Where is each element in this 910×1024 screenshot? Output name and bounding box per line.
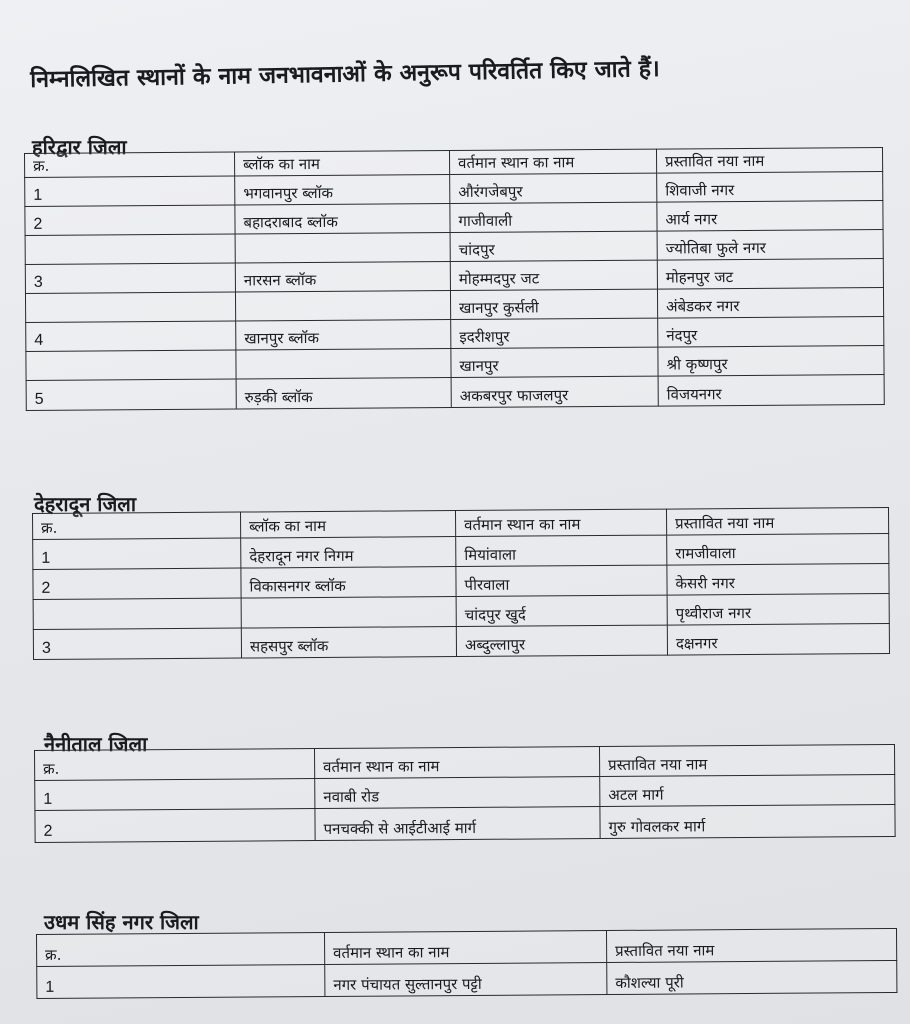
proposed-name-cell: शिवाजी नगर xyxy=(657,172,883,203)
table-row xyxy=(26,375,884,411)
current-name-cell: नवाबी रोड xyxy=(315,777,600,809)
block-name-cell xyxy=(241,597,456,629)
serial-cell: 1 xyxy=(25,176,235,206)
serial-cell xyxy=(33,598,241,629)
header-cell: प्रस्तावित नया नाम xyxy=(606,928,896,962)
district-title-udham-singh-nagar: उधम सिंह नगर जिला xyxy=(44,910,199,934)
block-name-cell xyxy=(235,291,450,322)
serial-cell: 3 xyxy=(33,628,241,659)
current-name-cell: गाजीवाली xyxy=(450,202,657,232)
serial-cell: 2 xyxy=(33,568,241,599)
page-heading: निम्नलिखित स्थानों के नाम जनभावनाओं के अनुरूप परिवर्तित किए जाते हैं। xyxy=(30,56,660,93)
table-row xyxy=(37,960,897,998)
serial-cell: 1 xyxy=(37,964,325,998)
current-name-cell: अब्दुल्लापुर xyxy=(456,625,667,656)
header-cell: प्रस्तावित नया नाम xyxy=(599,744,894,776)
proposed-name-cell: केसरी नगर xyxy=(667,564,889,596)
header-cell: वर्तमान स्थान का नाम xyxy=(324,931,606,965)
proposed-name-cell: कौशल्या पूरी xyxy=(607,960,897,994)
proposed-name-cell: दक्षनगर xyxy=(667,624,889,656)
proposed-name-cell: पृथ्वीराज नगर xyxy=(667,594,889,626)
current-name-cell: पीरवाला xyxy=(456,565,667,596)
current-name-cell: नगर पंचायत सुल्तानपुर पट्टी xyxy=(325,963,607,997)
block-name-cell: नारसन ब्लॉक xyxy=(235,262,450,293)
table-row xyxy=(33,624,889,660)
current-name-cell: पनचक्की से आईटीआई मार्ग xyxy=(315,807,600,841)
block-name-cell: विकासनगर ब्लॉक xyxy=(241,567,456,599)
header-cell: ब्लॉक का नाम xyxy=(234,151,449,177)
block-name-cell xyxy=(235,233,450,264)
current-name-cell: खानपुर xyxy=(451,347,658,377)
block-name-cell: देहरादून नगर निगम xyxy=(241,537,456,569)
proposed-name-cell: मोहनपुर जट xyxy=(657,259,883,290)
serial-cell: 1 xyxy=(35,779,315,811)
proposed-name-cell: अटल मार्ग xyxy=(600,774,895,806)
serial-cell xyxy=(26,350,236,380)
block-name-cell: बहादराबाद ब्लॉक xyxy=(235,204,450,235)
serial-cell xyxy=(25,292,235,322)
header-cell: क्र. xyxy=(25,152,235,177)
serial-cell: 5 xyxy=(26,379,236,410)
proposed-name-cell: नंदपुर xyxy=(658,317,884,348)
current-name-cell: इदरीशपुर xyxy=(451,318,658,348)
block-name-cell: रुड़की ब्लॉक xyxy=(236,378,451,410)
proposed-name-cell: अंबेडकर नगर xyxy=(657,288,883,319)
current-name-cell: चांदपुर xyxy=(450,231,657,261)
block-name-cell: सहसपुर ब्लॉक xyxy=(241,627,456,659)
proposed-name-cell: ज्योतिबा फुले नगर xyxy=(657,230,883,261)
header-cell: वर्तमान स्थान का नाम xyxy=(314,747,599,779)
block-name-cell xyxy=(236,349,451,380)
table-nainital xyxy=(34,744,896,843)
current-name-cell: चांदपुर खुर्द xyxy=(456,595,667,626)
table-udham-singh-nagar xyxy=(36,928,897,999)
proposed-name-cell: गुरु गोवलकर मार्ग xyxy=(600,804,895,838)
header-cell: क्र. xyxy=(35,749,315,781)
current-name-cell: मोहम्मदपुर जट xyxy=(450,260,657,290)
proposed-name-cell: विजयनगर xyxy=(658,375,884,407)
proposed-name-cell: रामजीवाला xyxy=(667,534,889,566)
header-cell: क्र. xyxy=(37,932,325,966)
serial-cell xyxy=(25,234,235,264)
district-title-haridwar: हरिद्वार जिला xyxy=(32,135,127,159)
header-cell: वर्तमान स्थान का नाम xyxy=(455,509,666,536)
table-dehradun xyxy=(32,507,890,660)
current-name-cell: अकबरपुर फाजलपुर xyxy=(451,376,658,407)
proposed-name-cell: आर्य नगर xyxy=(657,201,883,232)
current-name-cell: औरंगजेबपुर xyxy=(450,173,657,203)
block-name-cell: खानपुर ब्लॉक xyxy=(236,320,451,351)
header-cell: वर्तमान स्थान का नाम xyxy=(449,149,656,174)
serial-cell: 1 xyxy=(33,538,241,569)
header-cell: प्रस्तावित नया नाम xyxy=(656,148,882,174)
current-name-cell: मियांवाला xyxy=(456,535,667,566)
serial-cell: 3 xyxy=(25,263,235,293)
serial-cell: 4 xyxy=(26,321,236,351)
table-haridwar xyxy=(24,147,885,411)
district-title-dehradun: देहरादून जिला xyxy=(34,492,137,516)
current-name-cell: खानपुर कुर्सली xyxy=(450,289,657,319)
proposed-name-cell: श्री कृष्णपुर xyxy=(658,346,884,377)
header-cell: क्र. xyxy=(33,512,241,539)
serial-cell: 2 xyxy=(25,205,235,235)
block-name-cell: भगवानपुर ब्लॉक xyxy=(235,175,450,206)
table-row xyxy=(35,804,895,842)
header-cell: प्रस्तावित नया नाम xyxy=(666,508,888,536)
serial-cell: 2 xyxy=(35,809,315,843)
district-title-nainital: नैनीताल जिला xyxy=(44,732,148,756)
header-cell: ब्लॉक का नाम xyxy=(240,511,455,539)
